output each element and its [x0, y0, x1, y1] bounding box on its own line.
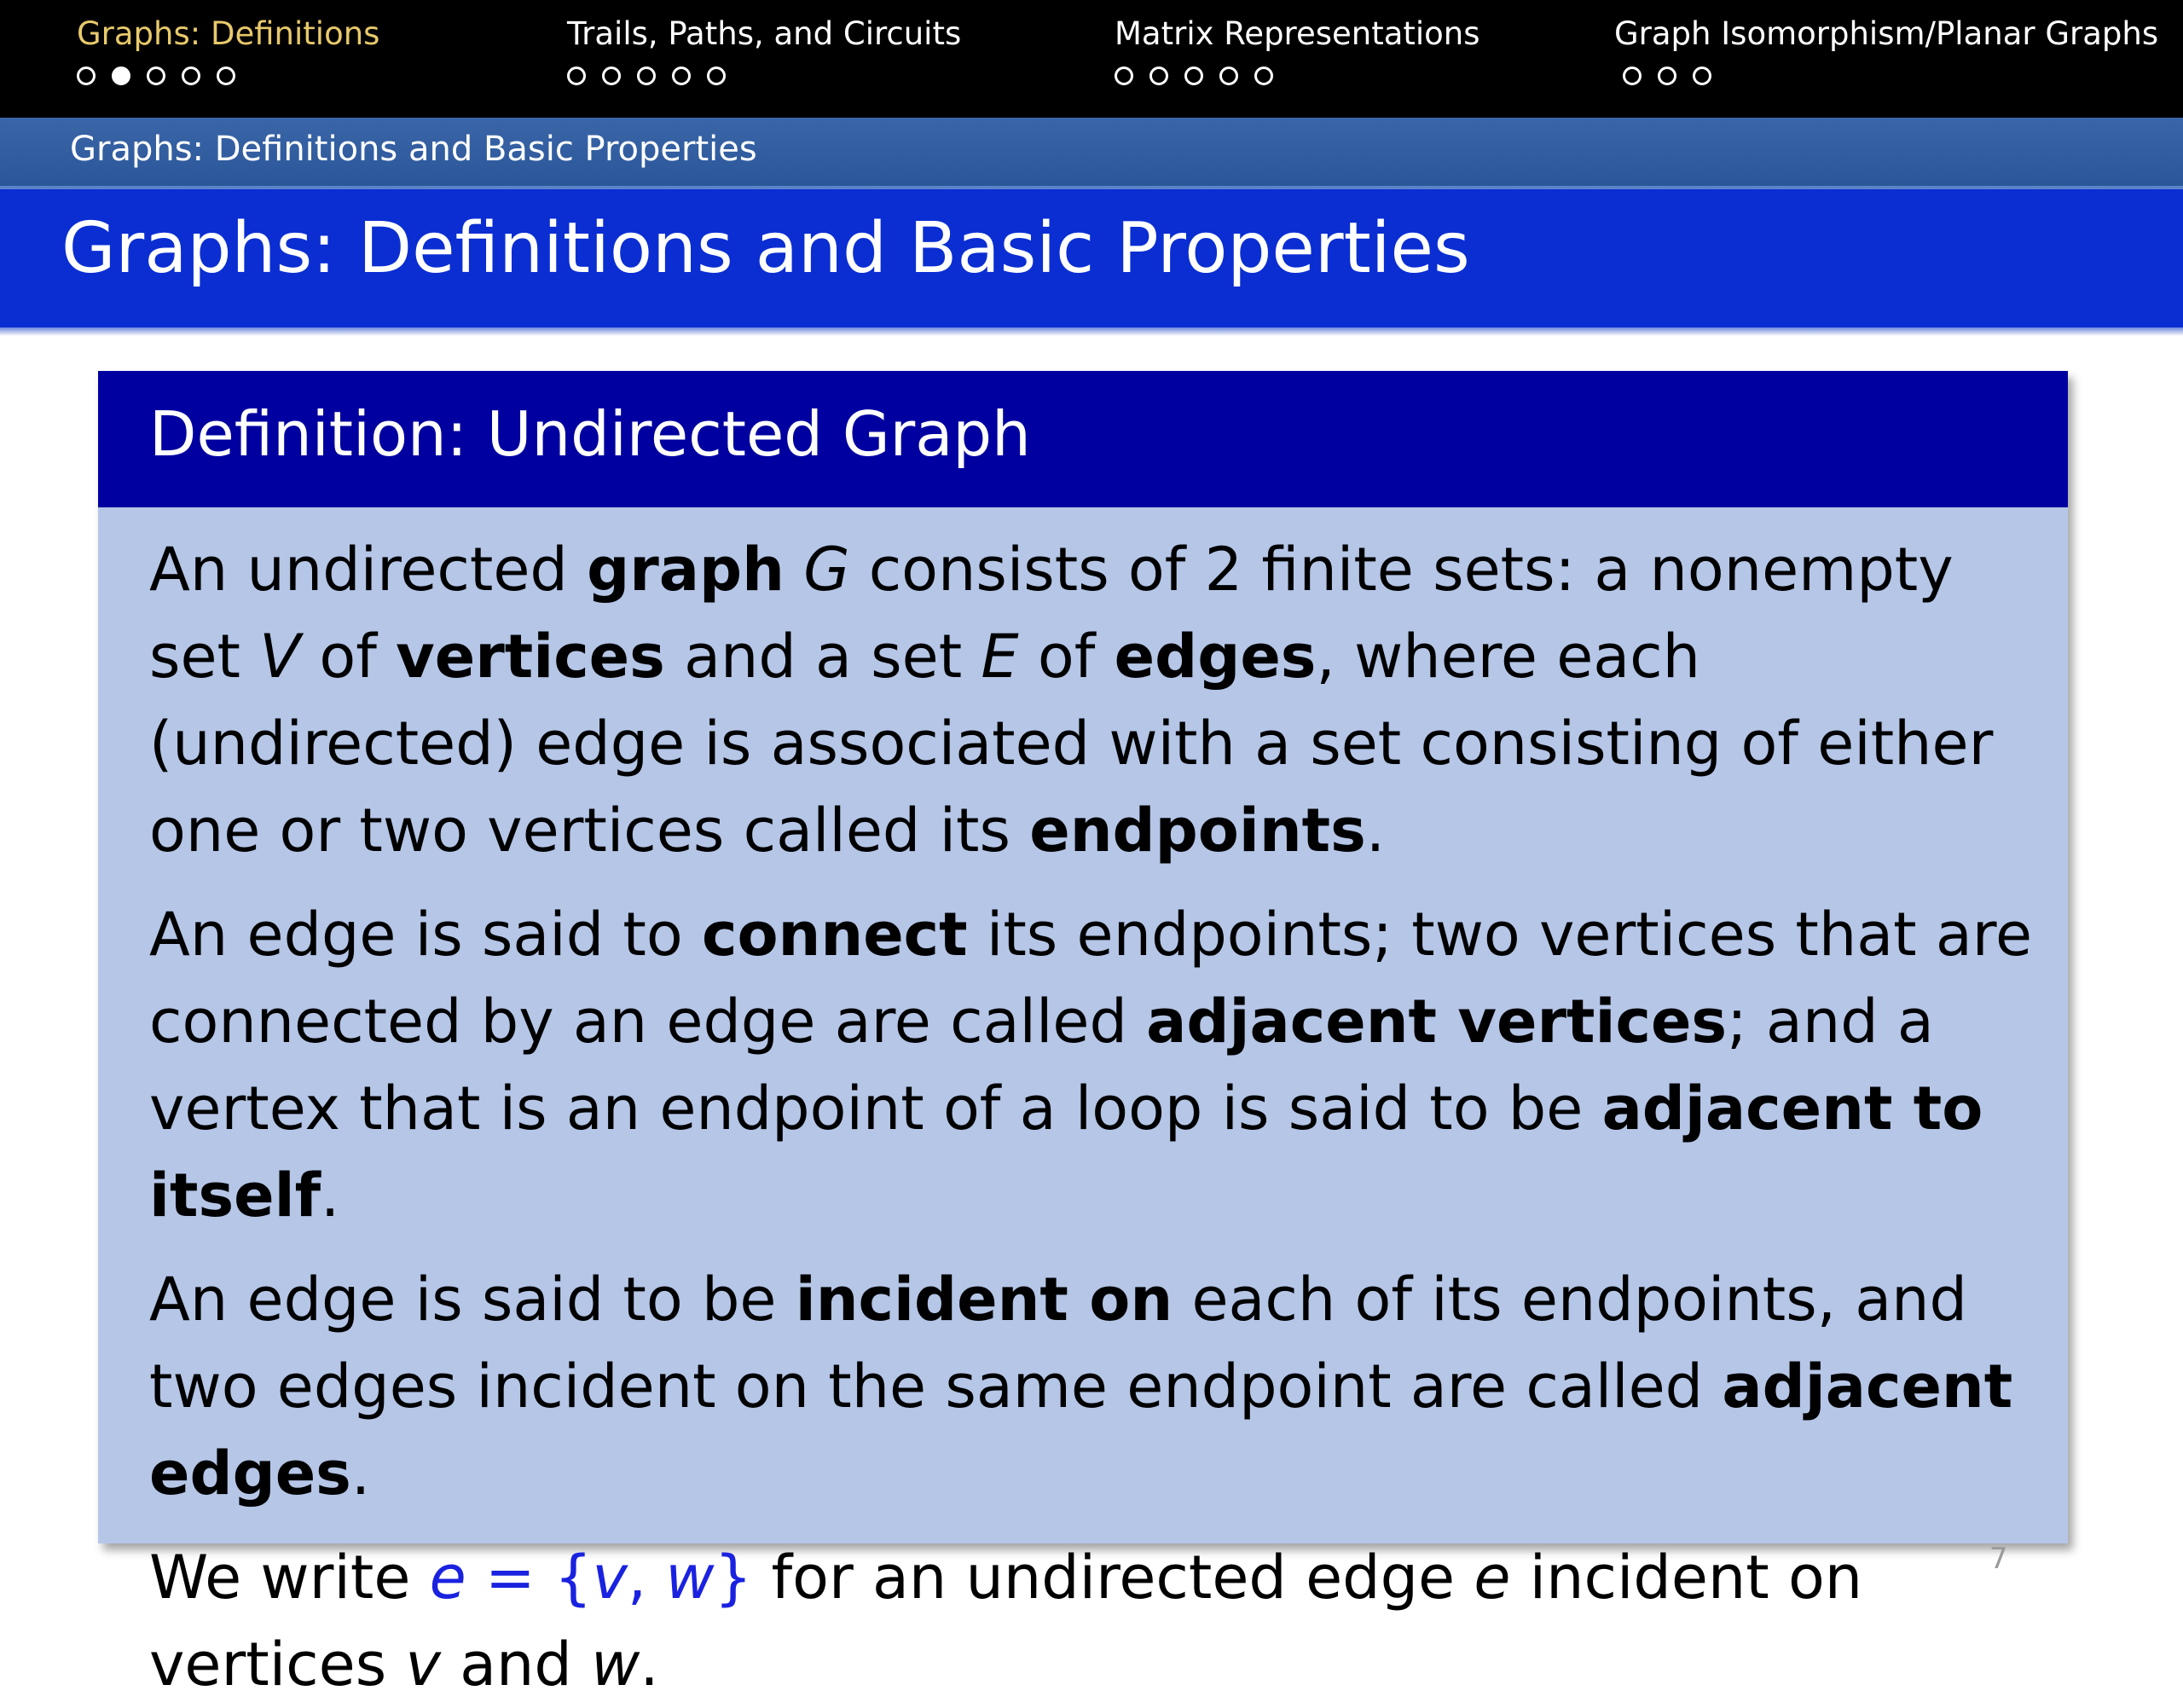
math-symbol: V	[259, 622, 301, 692]
definition-paragraph	[149, 526, 2034, 874]
text-run: each of its endpoints, and two edges incident on the same endpoint are called	[149, 1265, 1967, 1421]
frame-dot[interactable]	[1149, 67, 1168, 85]
nav-section-title[interactable]: Graph Isomorphism/Planar Graphs	[1614, 15, 2159, 52]
text-run: for an undirected edge	[752, 1543, 1474, 1612]
text-run: and a set	[664, 622, 981, 692]
frame-dot[interactable]	[217, 67, 235, 85]
definition-title: Definition: Undirected Graph	[149, 398, 1031, 470]
nav-section-trails-paths[interactable]	[567, 12, 961, 90]
frame-dot[interactable]	[672, 67, 691, 85]
bold-term: endpoints	[1029, 796, 1366, 866]
definition-body	[98, 507, 2068, 1708]
text-run: .	[321, 1161, 340, 1230]
bold-term: incident on	[795, 1265, 1173, 1335]
nav-section-graphs-definitions[interactable]	[77, 12, 379, 90]
nav-section-matrix-representations[interactable]	[1115, 12, 1480, 90]
text-run: .	[640, 1630, 659, 1699]
frame-dot[interactable]	[1693, 67, 1711, 85]
frame-dot[interactable]	[77, 67, 96, 85]
page-number: 7	[1989, 1542, 2008, 1576]
text-run: incident on vertices	[149, 1543, 1863, 1699]
text-run: .	[350, 1439, 371, 1508]
math-symbol: w	[665, 1543, 715, 1612]
frame-dot[interactable]	[147, 67, 165, 85]
frame-dot[interactable]	[1658, 67, 1676, 85]
bold-term: adjacent edges	[149, 1352, 2013, 1508]
bold-term: adjacent vertices	[1146, 987, 1728, 1057]
text-run: ,	[627, 1543, 666, 1612]
nav-section-title[interactable]: Trails, Paths, and Circuits	[567, 15, 962, 52]
text-run: We write	[149, 1543, 430, 1612]
frame-dot[interactable]	[602, 67, 621, 85]
nav-section-graph-isomorphism[interactable]	[1614, 12, 2158, 90]
math-symbol: e	[429, 1543, 466, 1612]
text-run: , where each (undirected) edge is associated with a set consisting of either one or two vertices called its	[149, 622, 1994, 866]
frame-dot[interactable]	[707, 67, 726, 85]
bold-term: connect	[701, 900, 968, 970]
frame-title: Graphs: Definitions and Basic Properties	[61, 208, 1470, 289]
text-run: of	[300, 622, 397, 692]
frame-dot[interactable]	[1254, 67, 1273, 85]
nav-dots	[77, 67, 379, 90]
math-symbol: w	[591, 1630, 640, 1699]
frame-dot[interactable]	[1219, 67, 1238, 85]
nav-dots	[567, 67, 961, 90]
definition-paragraph	[149, 1534, 2034, 1708]
subsection-title[interactable]: Graphs: Definitions and Basic Properties	[70, 130, 757, 169]
definition-block-header	[98, 371, 2068, 507]
bold-term: graph	[587, 535, 785, 605]
math-symbol: v	[405, 1630, 441, 1699]
frame-dot[interactable]	[1115, 67, 1133, 85]
frame-dot[interactable]	[1623, 67, 1642, 85]
text-run: An undirected	[149, 535, 588, 605]
math-symbol: E	[981, 622, 1019, 692]
bold-term: vertices	[396, 622, 665, 692]
nav-section-title[interactable]: Matrix Representations	[1115, 15, 1480, 52]
frame-dot[interactable]	[567, 67, 586, 85]
math-symbol: G	[803, 535, 850, 605]
text-run: = {	[466, 1543, 593, 1612]
text-run: its endpoints; two vertices that are connected by an edge are called	[149, 900, 2033, 1057]
text-run: An edge is said to	[149, 900, 702, 970]
frame-dot[interactable]	[182, 67, 200, 85]
text-run: .	[1365, 796, 1386, 866]
frame-dot[interactable]	[1184, 67, 1203, 85]
frame-dot[interactable]	[112, 67, 130, 85]
text-run: consists of 2 finite sets: a nonempty set	[149, 535, 1954, 692]
definition-paragraph	[149, 1256, 2034, 1517]
math-symbol: e	[1474, 1543, 1511, 1612]
frame-title-bar	[0, 189, 2183, 327]
bold-term: adjacent to itself	[149, 1074, 1983, 1230]
nav-section-title[interactable]: Graphs: Definitions	[77, 15, 380, 52]
text-run: and	[440, 1630, 592, 1699]
subsection-bar	[0, 118, 2183, 189]
bold-term: edges	[1114, 622, 1317, 692]
frame-dot[interactable]	[637, 67, 656, 85]
text-run: An edge is said to be	[149, 1265, 796, 1335]
text-run: }	[714, 1543, 753, 1612]
math-symbol: v	[592, 1543, 628, 1612]
definition-block	[98, 371, 2068, 1699]
section-navigation	[0, 0, 2183, 118]
definition-paragraph	[149, 891, 2034, 1239]
nav-dots	[1115, 67, 1480, 90]
text-run: ; and a vertex that is an endpoint of a loop is said to be	[149, 987, 1934, 1143]
text-run: of	[1018, 622, 1115, 692]
nav-dots	[1623, 67, 2158, 90]
text-run	[785, 535, 803, 605]
